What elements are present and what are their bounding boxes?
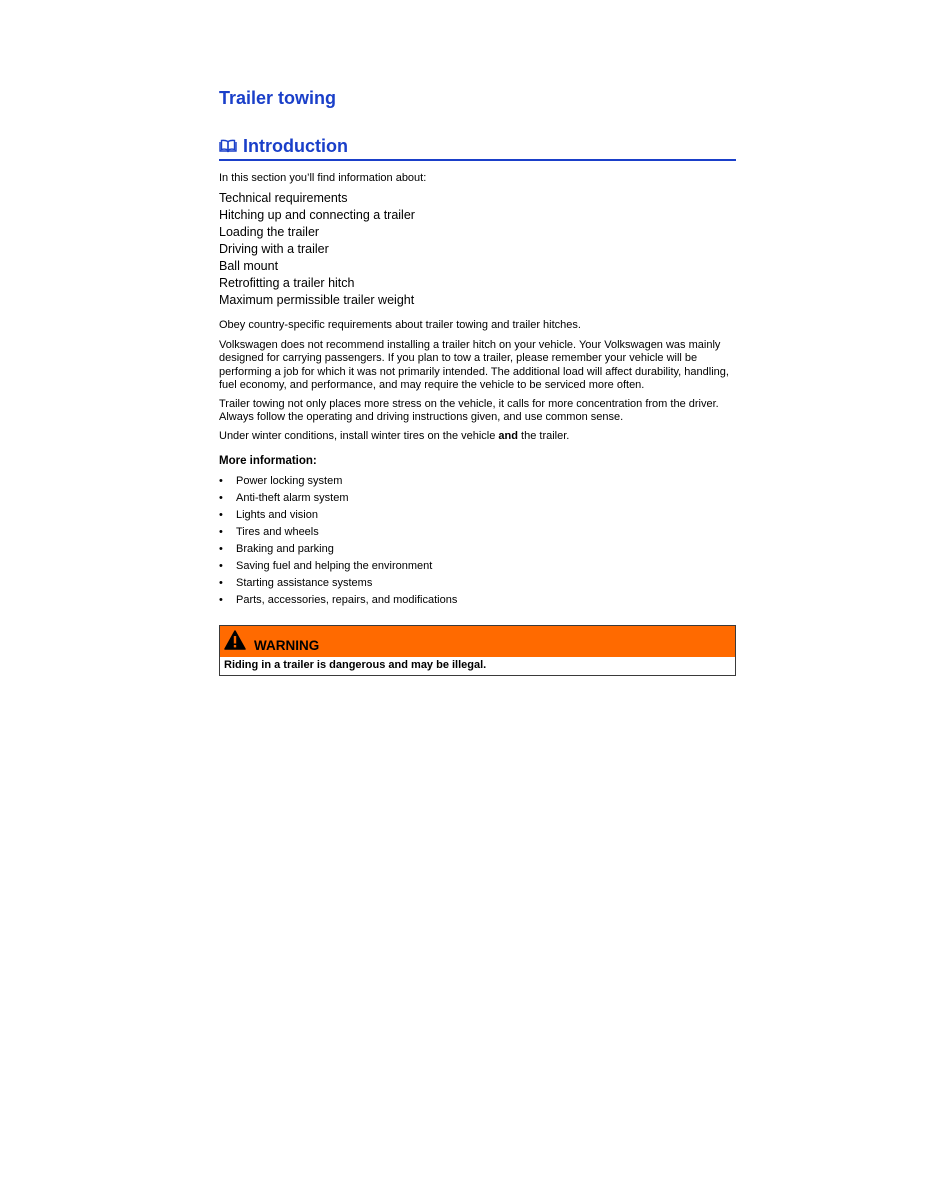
warning-title: WARNING [254,637,320,653]
more-info-item-label: Parts, accessories, repairs, and modifications [236,593,458,606]
topic-item: Technical requirements [219,191,348,205]
bullet: • [219,576,223,589]
topic-item: Ball mount [219,259,279,273]
paragraph-requirements: Obey country-specific requirements about trailer towing and trailer hitches. [219,319,581,331]
winter-text-end: the trailer. [517,430,570,443]
bullet: • [219,491,223,504]
more-info-item-label: Power locking system [236,474,343,487]
more-info-heading: More information: [219,454,317,467]
topic-item: Loading the trailer [219,225,320,239]
more-info-item-label: Anti-theft alarm system [236,491,349,504]
book-icon [219,139,237,153]
more-info-item[interactable] [219,541,736,558]
topic-item: Maximum permissible trailer weight [219,293,415,307]
warning-text: Riding in a trailer is dangerous and may be illegal. [224,658,487,671]
paragraph-stress: Trailer towing not only places more stress on the vehicle, it calls for more concentration from the driver. Always follow the operating and driving instructions given, and use common sense. [219,398,719,424]
winter-text-bold: and [498,430,518,443]
paragraph-winter [219,430,736,443]
bullet: • [219,542,223,555]
section-title: Introduction [243,136,348,156]
more-info-item-label: Braking and parking [236,542,334,555]
more-info-item[interactable] [219,575,736,592]
more-info-item-label: Lights and vision [236,508,318,521]
warning-triangle-icon [224,630,246,650]
more-info-list [219,473,736,609]
more-info-item-label: Starting assistance systems [236,576,373,589]
manual-page [219,86,736,676]
bullet: • [219,593,223,606]
warning-header [220,626,735,657]
winter-text-start: Under winter conditions, install winter tires on the vehicle [219,430,499,443]
more-info-item-label: Saving fuel and helping the environment [236,559,433,572]
topic-item: Hitching up and connecting a trailer [219,208,415,222]
intro-text: In this section you’ll find information about: [219,172,427,184]
topic-item: Driving with a trailer [219,242,329,256]
more-info-item[interactable] [219,490,736,507]
chapter-title: Trailer towing [219,88,337,108]
more-info-item[interactable] [219,558,736,575]
paragraph-recommendation: Volkswagen does not recommend installing a trailer hitch on your vehicle. Your Volkswagen was mainly designed for carrying passengers. If you plan to tow a trailer, please remember your vehicle will be performing a job for which it was not primarily intended. The additional load will affect durability, handling, fuel economy, and performance, and may require the vehicle to be serviced more often. [219,339,729,391]
topic-item: Retrofitting a trailer hitch [219,276,355,290]
bullet: • [219,474,223,487]
bullet: • [219,559,223,572]
more-info-item[interactable] [219,507,736,524]
more-info-item[interactable] [219,524,736,541]
more-info-item-label: Tires and wheels [236,525,319,538]
bullet: • [219,525,223,538]
more-info-item[interactable] [219,592,736,609]
warning-box [219,625,736,676]
section-header [219,134,736,161]
bullet: • [219,508,223,521]
more-info-item[interactable] [219,473,736,490]
topic-list [219,190,736,309]
